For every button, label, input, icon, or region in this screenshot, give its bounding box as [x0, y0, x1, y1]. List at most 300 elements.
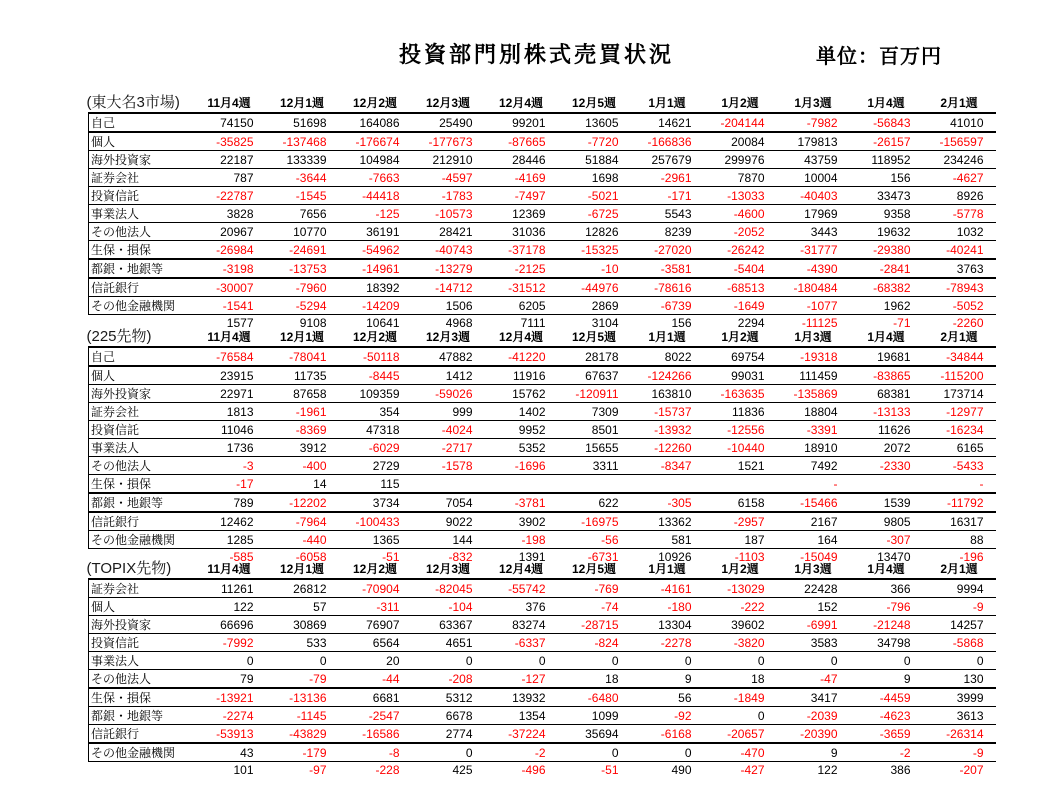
row-label: その他法人 [89, 457, 193, 475]
column-header: 12月2週 [352, 96, 398, 110]
value-cell: 111459 [777, 366, 850, 385]
value-cell: -41220 [485, 347, 558, 366]
value-cell: -4627 [923, 169, 996, 187]
value-cell: 4651 [412, 634, 485, 652]
value-cell: 3902 [485, 512, 558, 531]
value-cell: 581 [631, 531, 704, 549]
value-cell: -37224 [485, 725, 558, 744]
value-cell: 18804 [777, 403, 850, 421]
value-cell: -7663 [339, 169, 412, 187]
value-cell: 99031 [704, 366, 777, 385]
value-cell: 3417 [777, 688, 850, 707]
value-cell: 386 [850, 762, 923, 778]
row-label: 事業法人 [89, 205, 193, 223]
value-cell: 787 [193, 169, 266, 187]
value-cell: 122 [193, 598, 266, 616]
value-cell: -5021 [558, 187, 631, 205]
value-cell: 26812 [266, 579, 339, 598]
section-label: (東大名3市場) [86, 94, 180, 111]
row-label: 都銀・地銀等 [89, 259, 193, 278]
value-cell: 257679 [631, 151, 704, 169]
value-cell: 0 [485, 652, 558, 670]
value-cell: -78943 [923, 278, 996, 297]
column-header: 1月3週 [794, 562, 832, 576]
value-cell: -180 [631, 598, 704, 616]
value-cell: 5543 [631, 205, 704, 223]
column-header: 12月2週 [352, 330, 398, 344]
value-cell: 212910 [412, 151, 485, 169]
value-cell: 23915 [193, 366, 266, 385]
value-cell: -4390 [777, 259, 850, 278]
value-cell: 0 [193, 652, 266, 670]
value-cell: -20657 [704, 725, 777, 744]
value-cell: 6158 [704, 493, 777, 512]
value-cell: 10641 [339, 315, 412, 331]
value-cell: 5312 [412, 688, 485, 707]
value-cell: -171 [631, 187, 704, 205]
value-cell: 30869 [266, 616, 339, 634]
value-cell: 34798 [850, 634, 923, 652]
value-cell: 156 [850, 169, 923, 187]
value-cell: 79 [193, 670, 266, 689]
value-cell: 1813 [193, 403, 266, 421]
column-header: 1月1週 [648, 330, 686, 344]
value-cell: -470 [704, 743, 777, 762]
value-cell: -12977 [923, 403, 996, 421]
value-cell: 0 [266, 652, 339, 670]
value-cell: -135869 [777, 385, 850, 403]
value-cell: -4597 [412, 169, 485, 187]
value-cell: -30007 [193, 278, 266, 297]
value-cell: 144 [412, 531, 485, 549]
value-cell: -166836 [631, 132, 704, 151]
value-cell: -8369 [266, 421, 339, 439]
value-cell: -6029 [339, 439, 412, 457]
value-cell: 99201 [485, 113, 558, 132]
row-label: 海外投資家 [89, 385, 193, 403]
value-cell: 17969 [777, 205, 850, 223]
value-cell: 299976 [704, 151, 777, 169]
table-row [89, 366, 996, 385]
table-row [89, 169, 996, 187]
value-cell: -9 [923, 743, 996, 762]
value-cell: 83274 [485, 616, 558, 634]
table-row [89, 297, 996, 315]
value-cell: 1698 [558, 169, 631, 187]
value-cell: 16317 [923, 512, 996, 531]
value-cell: 6165 [923, 439, 996, 457]
row-label: 個人 [89, 366, 193, 385]
value-cell: -55742 [485, 579, 558, 598]
value-cell: 8926 [923, 187, 996, 205]
value-cell: 354 [339, 403, 412, 421]
value-cell: 109359 [339, 385, 412, 403]
row-label: 信託銀行 [89, 725, 193, 744]
value-cell: 6205 [485, 297, 558, 315]
value-cell: 152 [777, 598, 850, 616]
value-cell: 1412 [412, 366, 485, 385]
row-label: その他金融機関 [89, 743, 193, 762]
row-label: その他法人 [89, 223, 193, 241]
value-cell: 18 [704, 670, 777, 689]
column-header: 12月2週 [352, 562, 398, 576]
value-cell: -40241 [923, 241, 996, 260]
unit-label: 単位：百万円 [816, 46, 942, 68]
value-cell [558, 475, 631, 494]
value-cell: 43759 [777, 151, 850, 169]
value-cell: -43829 [266, 725, 339, 744]
value-cell: -2 [850, 743, 923, 762]
value-cell: 12462 [193, 512, 266, 531]
table-row [89, 278, 996, 297]
value-cell: 28421 [412, 223, 485, 241]
value-cell [412, 475, 485, 494]
value-cell: 0 [412, 652, 485, 670]
value-cell: 51698 [266, 113, 339, 132]
column-header: 1月2週 [721, 96, 759, 110]
table-row [89, 241, 996, 260]
value-cell: -59026 [412, 385, 485, 403]
value-cell: -97 [266, 762, 339, 778]
value-cell: -12260 [631, 439, 704, 457]
value-cell: 41010 [923, 113, 996, 132]
value-cell: 133339 [266, 151, 339, 169]
value-cell: -427 [704, 762, 777, 778]
table-nikkei225-futures [88, 328, 996, 565]
row-label: 証券会社 [89, 403, 193, 421]
column-header: 12月5週 [571, 96, 617, 110]
value-cell [485, 475, 558, 494]
value-cell: -15466 [777, 493, 850, 512]
value-cell: -7982 [777, 113, 850, 132]
value-cell: 9952 [485, 421, 558, 439]
value-cell: -22787 [193, 187, 266, 205]
value-cell: 9022 [412, 512, 485, 531]
value-cell: -4459 [850, 688, 923, 707]
value-cell: -15049 [777, 549, 850, 565]
value-cell: 366 [850, 579, 923, 598]
value-cell: 11626 [850, 421, 923, 439]
column-header: 12月5週 [571, 330, 617, 344]
value-cell: -2330 [850, 457, 923, 475]
row-label: 自己 [89, 113, 193, 132]
value-cell: 2294 [704, 315, 777, 331]
value-cell: -4600 [704, 205, 777, 223]
value-cell: -24691 [266, 241, 339, 260]
column-header: 12月4週 [498, 96, 544, 110]
data-grid [88, 560, 996, 778]
value-cell: -7992 [193, 634, 266, 652]
value-cell: 15762 [485, 385, 558, 403]
row-label: 自己 [89, 347, 193, 366]
value-cell: 43 [193, 743, 266, 762]
value-cell: 115 [339, 475, 412, 494]
value-cell: -5404 [704, 259, 777, 278]
table-row [89, 385, 996, 403]
value-cell: 19632 [850, 223, 923, 241]
table-row [89, 579, 996, 598]
value-cell: -12202 [266, 493, 339, 512]
value-cell: -440 [266, 531, 339, 549]
value-cell: -15737 [631, 403, 704, 421]
value-cell: -1145 [266, 707, 339, 725]
value-cell: -40743 [412, 241, 485, 260]
value-cell: -1696 [485, 457, 558, 475]
value-cell: -87665 [485, 132, 558, 151]
value-cell: 13605 [558, 113, 631, 132]
column-header: 12月5週 [571, 562, 617, 576]
value-cell: 2729 [339, 457, 412, 475]
value-cell: 7309 [558, 403, 631, 421]
value-cell: -56843 [850, 113, 923, 132]
value-cell: -11792 [923, 493, 996, 512]
column-header: 12月3週 [425, 330, 471, 344]
value-cell: 376 [485, 598, 558, 616]
value-cell: 2774 [412, 725, 485, 744]
column-header: 11月4週 [207, 562, 251, 576]
table-row [89, 475, 996, 494]
value-cell: -5778 [923, 205, 996, 223]
value-cell: -104 [412, 598, 485, 616]
value-cell: 28178 [558, 347, 631, 366]
value-cell: -7497 [485, 187, 558, 205]
value-cell: -2957 [704, 512, 777, 531]
value-cell: -13753 [266, 259, 339, 278]
value-cell: -204144 [704, 113, 777, 132]
value-cell: -6337 [485, 634, 558, 652]
value-cell: -2260 [923, 315, 996, 331]
row-label: 個人 [89, 598, 193, 616]
value-cell: 14 [266, 475, 339, 494]
value-cell: 104984 [339, 151, 412, 169]
value-cell: 1539 [850, 493, 923, 512]
value-cell [704, 475, 777, 494]
table-row [89, 205, 996, 223]
value-cell: -13133 [850, 403, 923, 421]
value-cell: -13033 [704, 187, 777, 205]
row-label: 海外投資家 [89, 151, 193, 169]
value-cell: - [923, 475, 996, 494]
row-label: その他金融機関 [89, 531, 193, 549]
value-cell: -8445 [339, 366, 412, 385]
table-row [89, 421, 996, 439]
value-cell: 2869 [558, 297, 631, 315]
table-tokyo-osaka-nagoya-markets [88, 94, 996, 331]
value-cell: -305 [631, 493, 704, 512]
value-cell: -2274 [193, 707, 266, 725]
total-row [89, 762, 996, 778]
table-row [89, 493, 996, 512]
value-cell: 9 [631, 670, 704, 689]
value-cell: 67637 [558, 366, 631, 385]
table-row [89, 512, 996, 531]
value-cell: 118952 [850, 151, 923, 169]
value-cell: -83865 [850, 366, 923, 385]
value-cell: -222 [704, 598, 777, 616]
value-cell: -4169 [485, 169, 558, 187]
value-cell: -1649 [704, 297, 777, 315]
value-cell: -16975 [558, 512, 631, 531]
value-cell: 11261 [193, 579, 266, 598]
value-cell: -51 [558, 762, 631, 778]
value-cell: -17 [193, 475, 266, 494]
value-cell: -4161 [631, 579, 704, 598]
value-cell: -5433 [923, 457, 996, 475]
value-cell: 122 [777, 762, 850, 778]
column-header: 1月4週 [867, 330, 905, 344]
value-cell: 12826 [558, 223, 631, 241]
value-cell: 19681 [850, 347, 923, 366]
value-cell: -40403 [777, 187, 850, 205]
value-cell: -76584 [193, 347, 266, 366]
value-cell: 7870 [704, 169, 777, 187]
value-cell: -10440 [704, 439, 777, 457]
value-cell: 164086 [339, 113, 412, 132]
value-cell: -56 [558, 531, 631, 549]
value-cell: 11836 [704, 403, 777, 421]
value-cell: 10926 [631, 549, 704, 565]
value-cell: -7964 [266, 512, 339, 531]
value-cell: 56 [631, 688, 704, 707]
column-header: 12月4週 [498, 562, 544, 576]
value-cell: -4024 [412, 421, 485, 439]
value-cell: 101 [193, 762, 266, 778]
header-row [89, 328, 996, 347]
value-cell: -796 [850, 598, 923, 616]
value-cell: 3443 [777, 223, 850, 241]
value-cell: -6731 [558, 549, 631, 565]
value-cell: -10573 [412, 205, 485, 223]
column-header: 12月3週 [425, 562, 471, 576]
column-header: 2月1週 [940, 562, 978, 576]
table-row [89, 634, 996, 652]
value-cell: 0 [631, 652, 704, 670]
value-cell: -120911 [558, 385, 631, 403]
table-topix-futures [88, 560, 996, 778]
value-cell: 36191 [339, 223, 412, 241]
value-cell: 18 [558, 670, 631, 689]
value-cell: 999 [412, 403, 485, 421]
value-cell: 6681 [339, 688, 412, 707]
value-cell: -13279 [412, 259, 485, 278]
value-cell: 1402 [485, 403, 558, 421]
value-cell: 1354 [485, 707, 558, 725]
value-cell: 11046 [193, 421, 266, 439]
value-cell: -19318 [777, 347, 850, 366]
table-row [89, 151, 996, 169]
row-label: 事業法人 [89, 652, 193, 670]
value-cell: 0 [558, 743, 631, 762]
value-cell: -26157 [850, 132, 923, 151]
row-label: 投資信託 [89, 187, 193, 205]
value-cell: 87658 [266, 385, 339, 403]
column-header: 12月3週 [425, 96, 471, 110]
row-label: 個人 [89, 132, 193, 151]
value-cell: -44976 [558, 278, 631, 297]
value-cell: - [777, 475, 850, 494]
value-cell: 68381 [850, 385, 923, 403]
value-cell: 1032 [923, 223, 996, 241]
value-cell: 7656 [266, 205, 339, 223]
table-row [89, 187, 996, 205]
value-cell: -13921 [193, 688, 266, 707]
value-cell: -3198 [193, 259, 266, 278]
value-cell: 6564 [339, 634, 412, 652]
value-cell: 0 [923, 652, 996, 670]
value-cell: -2039 [777, 707, 850, 725]
value-cell: -1578 [412, 457, 485, 475]
value-cell: 10004 [777, 169, 850, 187]
value-cell: 533 [266, 634, 339, 652]
value-cell: 9108 [266, 315, 339, 331]
value-cell: 1506 [412, 297, 485, 315]
value-cell: -4623 [850, 707, 923, 725]
value-cell: 1736 [193, 439, 266, 457]
value-cell: -54962 [339, 241, 412, 260]
value-cell: 11916 [485, 366, 558, 385]
value-cell: -6480 [558, 688, 631, 707]
value-cell: -16234 [923, 421, 996, 439]
value-cell: -3581 [631, 259, 704, 278]
value-cell: -29380 [850, 241, 923, 260]
value-cell: 3734 [339, 493, 412, 512]
value-cell: -127 [485, 670, 558, 689]
value-cell: -1541 [193, 297, 266, 315]
value-cell: -34844 [923, 347, 996, 366]
value-cell: -8 [339, 743, 412, 762]
value-cell: 425 [412, 762, 485, 778]
value-cell: 12369 [485, 205, 558, 223]
value-cell: -14961 [339, 259, 412, 278]
row-label: 信託銀行 [89, 278, 193, 297]
value-cell: -47 [777, 670, 850, 689]
value-cell: -11125 [777, 315, 850, 331]
value-cell: 0 [777, 652, 850, 670]
value-cell: -2278 [631, 634, 704, 652]
value-cell: 163810 [631, 385, 704, 403]
value-cell: -35825 [193, 132, 266, 151]
value-cell: 74150 [193, 113, 266, 132]
value-cell: 1099 [558, 707, 631, 725]
column-header: 11月4週 [207, 330, 251, 344]
value-cell: -79 [266, 670, 339, 689]
row-label: 都銀・地銀等 [89, 707, 193, 725]
value-cell: 14621 [631, 113, 704, 132]
value-cell: -6725 [558, 205, 631, 223]
value-cell: -2 [485, 743, 558, 762]
value-cell: -3391 [777, 421, 850, 439]
value-cell: 13470 [850, 549, 923, 565]
value-cell: -50118 [339, 347, 412, 366]
row-label: 海外投資家 [89, 616, 193, 634]
table-row [89, 403, 996, 421]
value-cell: -20390 [777, 725, 850, 744]
column-header: 12月1週 [279, 330, 325, 344]
value-cell: -2841 [850, 259, 923, 278]
table-row [89, 652, 996, 670]
column-header: 1月4週 [867, 96, 905, 110]
value-cell: -5868 [923, 634, 996, 652]
section-label-cell [86, 328, 193, 347]
table-row [89, 670, 996, 689]
value-cell: 13932 [485, 688, 558, 707]
value-cell: -13932 [631, 421, 704, 439]
value-cell: -44418 [339, 187, 412, 205]
table-row [89, 688, 996, 707]
value-cell: -10 [558, 259, 631, 278]
value-cell: 3912 [266, 439, 339, 457]
value-cell: -21248 [850, 616, 923, 634]
